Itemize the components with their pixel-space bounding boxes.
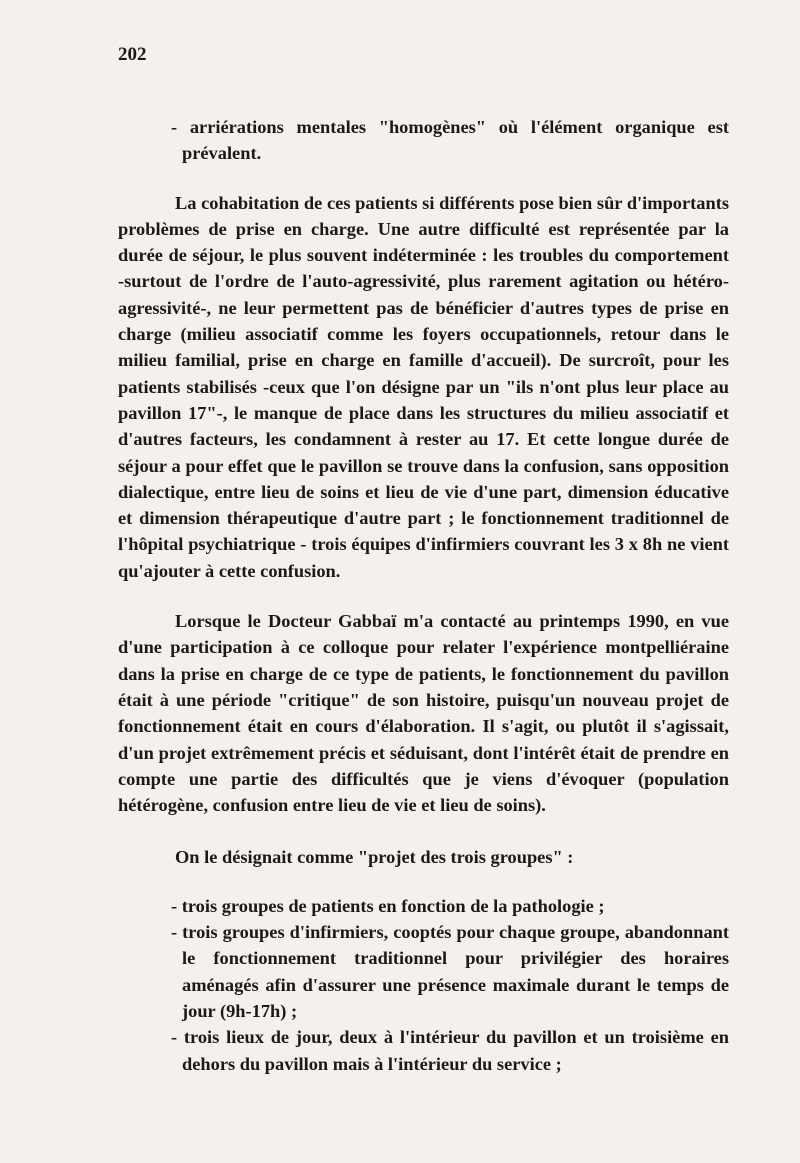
spacer <box>118 167 729 190</box>
spacer <box>118 584 729 608</box>
spacer <box>118 818 729 844</box>
intro-list-item: - arriérations mentales "homogènes" où l'élément organique est prévalent. <box>171 117 729 164</box>
spacer <box>118 871 729 893</box>
groups-lead: On le désignait comme "projet des trois groupes" : <box>175 847 574 868</box>
groups-list <box>118 893 729 1077</box>
body-text <box>118 114 729 1077</box>
paragraph-cohabitation: La cohabitation de ces patients si différents pose bien sûr d'importants problèmes de prise en charge. Une autre difficulté est représentée par la durée de séjour, le plus souvent indéterminée : les troubles du comportement -surtout de l'ordre de l'auto-agressivité, plus rarement agitation ou hétéro-agressivité-, ne leur permettent pas de bénéficier d'autres types de prise en charge (milieu associatif comme les foyers occupationnels, retour dans le milieu familial, prise en charge en famille d'accueil). De surcroît, pour les patients stabilisés -ceux que l'on désigne par un "ils n'ont plus leur place au pavillon 17"-, le manque de place dans les structures du milieu associatif et d'autres facteurs, les condamnent à rester au 17. Et cette longue durée de séjour a pour effet que le pavillon se trouve dans la confusion, sans opposition dialectique, entre lieu de soins et lieu de vie d'une part, dimension éducative et dimension thérapeutique d'autre part ; le fonctionnement traditionnel de l'hôpital psychiatrique - trois équipes d'infirmiers couvrant les 3 x 8h ne vient qu'ajouter à cette confusion. <box>118 192 729 581</box>
list-item: - trois lieux de jour, deux à l'intérieur du pavillon et un troisième en dehors du pavillon mais à l'intérieur du service ; <box>171 1027 729 1074</box>
list-item: - trois groupes de patients en fonction de la pathologie ; <box>171 895 605 916</box>
paragraph-gabbai: Lorsque le Docteur Gabbaï m'a contacté au printemps 1990, en vue d'une participation à ce colloque pour relater l'expérience montpelliéraine dans la prise en charge de ce type de patients, le fonctionnement du pavillon était à une période "critique" de son histoire, puisqu'un nouveau projet de fonctionnement était en cours d'élaboration. Il s'agit, ou plutôt il s'agissait, d'un projet extrêmement précis et séduisant, dont l'intérêt était de prendre en compte une partie des difficultés que je viens d'évoquer (population hétérogène, confusion entre lieu de vie et lieu de soins). <box>118 611 729 816</box>
page-number: 202 <box>118 44 147 65</box>
list-item: - trois groupes d'infirmiers, cooptés pour chaque groupe, abandonnant le fonctionnement traditionnel pour privilégier des horaires aménagés afin d'assurer une présence maximale durant le temps de jour (9h-17h) ; <box>171 922 729 1021</box>
